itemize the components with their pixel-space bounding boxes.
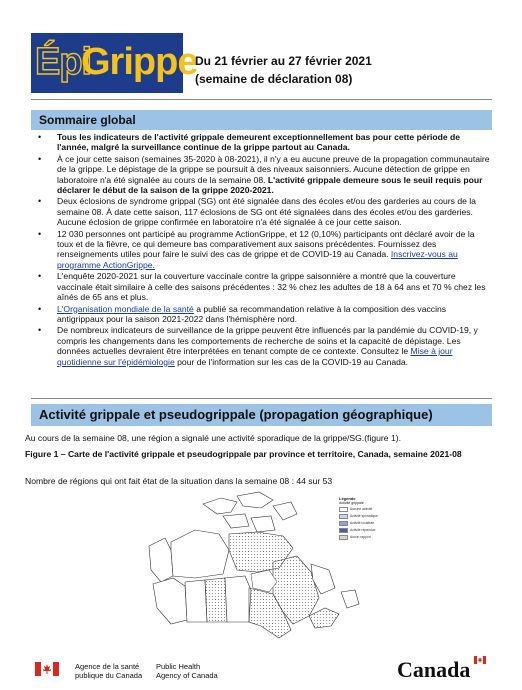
summary-item: [31, 325, 491, 367]
canada-wordmark: Canada: [397, 657, 471, 682]
map-saskatchewan: [205, 578, 227, 622]
legend-label: Activité sporadique: [350, 514, 378, 518]
legend-label: Activité répandue: [350, 528, 376, 532]
legend-row: [339, 513, 399, 520]
summary-item: [31, 132, 491, 153]
map-arctic-islands: [203, 492, 297, 532]
summary-item-text: Deux éclosions de syndrome grippal (SG) ont été signalée dans des écoles et/ou des garderies au cours de la semaine 08. À date cette saison, 117 éclosions de SG ont été signalées dans des écoles et/ou des garderies. Aucune éclosion de grippe confirmée en laboratoire n'a été signalée à ce jour cette saison.: [57, 196, 476, 228]
agency-en-line1: Public Health: [156, 662, 201, 671]
activity-heading: Activité grippale et pseudogrippale (propagation géographique): [31, 404, 492, 426]
legend-swatch: [339, 521, 348, 526]
who-link[interactable]: L'Organisation mondiale de la santé: [57, 303, 194, 314]
agency-name-en: [156, 662, 218, 680]
report-dates: [195, 52, 372, 88]
figure-title: Figure 1 – Carte de l'activité grippale et pseudogrippale par province et territoire, Canada, semaine 2021-08: [25, 449, 462, 459]
legend-swatch: [339, 507, 348, 512]
actiongrippe-link[interactable]: Inscrivez-vous au programme ActionGrippe.: [57, 249, 458, 270]
legend-row: [339, 506, 399, 513]
canada-flag-icon: [35, 662, 59, 676]
section-divider: [31, 398, 492, 399]
map-yukon: [149, 538, 173, 582]
map-nwt: [171, 530, 229, 578]
legend-title: Légende: [339, 496, 356, 501]
epigrippe-logo: [31, 33, 198, 93]
agency-fr-line1: Agence de la santé: [75, 662, 140, 671]
activity-intro: Au cours de la semaine 08, une région a signalé une activité sporadique de la grippe/SG.(figure 1).: [25, 433, 401, 443]
map-legend: [339, 496, 399, 546]
summary-item: [31, 196, 491, 227]
map-manitoba: [225, 576, 251, 622]
legend-label: Aucun rapport: [350, 535, 371, 539]
summary-item: [31, 304, 491, 325]
map-alberta: [185, 580, 207, 622]
summary-item-text: De nombreux indicateurs de surveillance de la grippe peuvent être influencés par la pandémie du COVID-19, y compris les changements dans les comportements de recherche de soins et la capacité de dépistage. Les données actuelles devraient être interprétées en tenant compte de ce contexte. Consultez le: [57, 325, 478, 357]
summary-item-text-after: pour de l'information sur les cas de la COVID-19 au Canada.: [177, 356, 409, 367]
legend-row: [339, 520, 399, 527]
epidemiology-update-link[interactable]: Mise à jour quotidienne sur l'épidémiologie: [57, 346, 453, 367]
agency-name-fr: [75, 662, 142, 680]
summary-item-bold: Tous les indicateurs de l'activité grippale demeurent exceptionnellement bas pour cette période de l'année, malgré la surveillance continue de la grippe partout au Canada.: [57, 132, 461, 153]
map-maritimes: [309, 608, 339, 628]
summary-list: [31, 132, 491, 368]
legend-label: Aucune activité: [350, 507, 373, 511]
summary-item-text: L'enquête 2020-2021 sur la couverture vaccinale contre la grippe saisonnière a montré que la couverture vaccinale était similaire à celle des saisons précédentes : 32 % chez les adultes de 18 à 64 ans et 70 % chez les aînés de 65 ans et plus.: [57, 271, 486, 303]
date-range: Du 21 février au 27 février 2021: [195, 54, 372, 68]
summary-item-text: À ce jour cette saison (semaines 35-2020 à 08-2021), il n'y a eu aucune preuve de la propagation communautaire de la grippe. Le dépistage de la grippe se poursuit à des niveaux saisonniers. Aucune détection de grippe en laboratoire n'a été signalée au cours de la semaine 08.: [57, 153, 490, 185]
legend-row: [339, 534, 399, 541]
agency-fr-line2: publique du Canada: [75, 671, 143, 680]
summary-heading: Sommaire global: [31, 110, 492, 130]
legend-row: [339, 527, 399, 534]
logo-grippe-text: Grippe: [81, 41, 198, 83]
legend-label: Activité localisée: [350, 521, 375, 525]
map-bc: [153, 578, 187, 624]
summary-item-bold: L'activité grippale demeure sous le seuil requis pour déclarer le début de la saison de la grippe 2020-2021.: [57, 174, 483, 196]
summary-item: [31, 271, 491, 302]
legend-subtitle: Activité grippale: [339, 501, 364, 505]
header-divider: [31, 99, 492, 100]
legend-swatch: [339, 535, 348, 540]
legend-swatch: [339, 528, 348, 533]
logo-epi-text: Épi: [35, 41, 92, 83]
wordmark-flag-icon: [474, 656, 486, 664]
report-week: (semaine de déclaration 08): [195, 72, 353, 86]
legend-swatch: [339, 514, 348, 519]
summary-item-text: a publié sa recommandation relative à la composition des vaccins antigrippaux pour la saison 2021-2022 dans l'hémisphère nord.: [57, 303, 447, 324]
summary-item-text: 12 030 personnes ont participé au programme ActionGrippe, et 12 (0,10%) participants ont déclaré avoir de la toux et de la fièvre, ce qui demeure bas comparativement aux saisons précédentes. Fournissez des renseignements utiles pour faire le suivi des cas de grippe et de COVID-19 au Canada.: [57, 228, 475, 260]
agency-en-line2: Agency of Canada: [156, 671, 218, 680]
summary-item: [31, 229, 491, 271]
map-newfoundland: [341, 590, 359, 608]
regions-reporting: Nombre de régions qui ont fait état de la situation dans la semaine 08 : 44 sur 53: [25, 476, 333, 486]
summary-item: [31, 154, 491, 196]
